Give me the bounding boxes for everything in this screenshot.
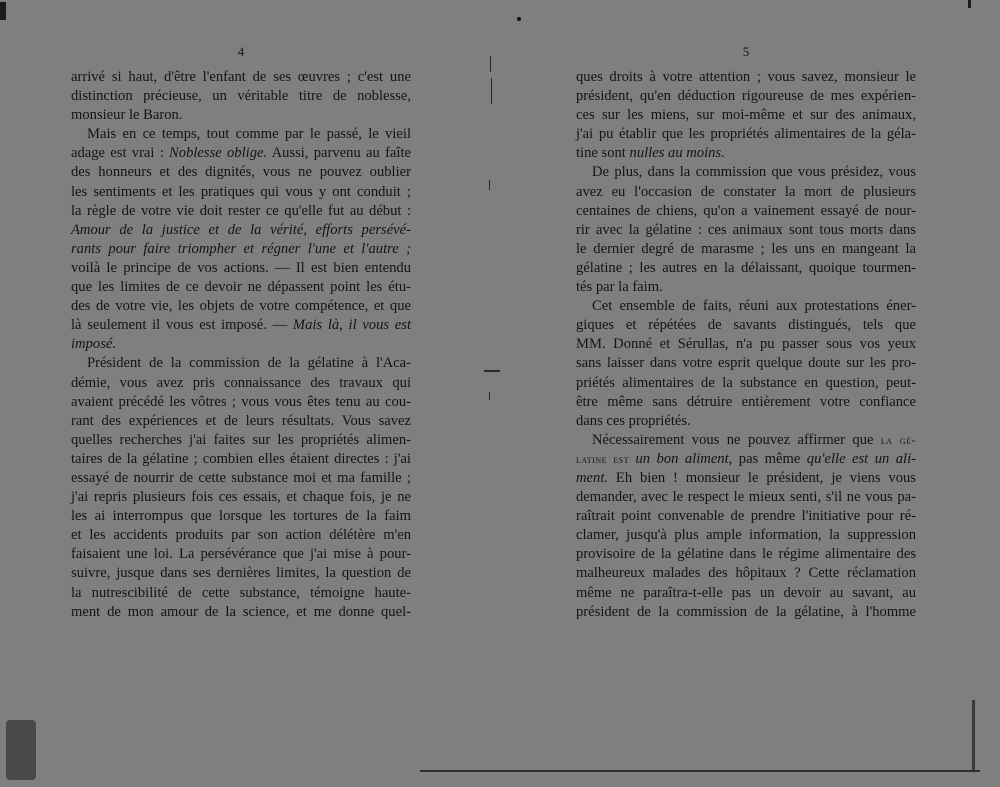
text-line: [71, 526, 411, 545]
text-run: voilà le principe de vos actions. — Il est bien entendu: [71, 259, 411, 276]
text-line: [576, 354, 916, 373]
text-run: Aussi, parvenu au faîte: [267, 145, 411, 162]
text-run: des honneurs et des dignités, vous ne pouvez oublier: [71, 164, 411, 181]
gutter-mark: [491, 78, 492, 104]
text-line: [576, 393, 916, 412]
text-line: [71, 144, 411, 163]
text-run: ques droits à votre attention ; vous savez, monsieur le: [576, 69, 916, 85]
text-line: [71, 507, 411, 526]
text-line: [71, 412, 411, 431]
text-line: [71, 603, 411, 622]
text-line: [71, 221, 411, 240]
text-run: j'ai pu établir que les propriétés alimentaires de la géla-: [576, 126, 916, 143]
text-run: rir avec la gélatine : ces animaux sont tous morts dans: [576, 221, 916, 238]
text-line: [576, 278, 916, 297]
text-line: [576, 68, 916, 87]
top-center-dot: [517, 17, 521, 21]
text-line: [71, 335, 411, 354]
text-run: les sentiments et les pratiques qui vous y ont conduit ;: [71, 183, 411, 200]
text-run: ment de mon amour de la science, et me donne quel-: [71, 603, 411, 620]
text-line: [576, 412, 916, 431]
text-line: [71, 564, 411, 583]
text-line: [71, 202, 411, 221]
text-line: [71, 68, 411, 87]
text-line: [576, 240, 916, 259]
text-run: quelles recherches j'ai faites sur les propriétés alimen-: [71, 431, 411, 448]
text-run: provisoire de la gélatine dans le régime alimentaire des: [576, 546, 916, 563]
left-page: [71, 44, 411, 622]
text-line: [71, 278, 411, 297]
text-run: rant des expériences et de leurs résultats. Vous savez: [71, 412, 411, 429]
italic-text: Amour de la justice et de la vérité, efforts persévé-: [71, 221, 411, 238]
text-run: taires de la gélatine ; combien elles étaient directes : j'ai: [71, 450, 411, 467]
text-run: arrivé si haut, d'être l'enfant de ses œuvres ; c'est une: [71, 69, 411, 85]
text-line: [71, 163, 411, 182]
text-run: distinction précieuse, un véritable titre de noblesse,: [71, 88, 411, 105]
text-run: Eh bien ! monsieur le président, je viens vous: [608, 469, 916, 486]
text-run: Cet ensemble de faits, réuni aux protestations éner-: [592, 298, 916, 315]
text-run: ces sur les miens, sur moi-même et sur des animaux,: [576, 107, 916, 124]
text-line: [576, 507, 916, 526]
text-run: des de votre vie, les objets de votre compétence, et que: [71, 298, 411, 315]
text-run: dans ces propriétés.: [576, 412, 691, 429]
text-run: demander, avec le respect le mieux senti, s'il ne vous pa-: [576, 489, 916, 506]
text-run: De plus, dans la commission que vous présidez, vous: [592, 164, 916, 181]
text-line: [576, 297, 916, 316]
text-line: [576, 545, 916, 564]
left-page-text: [71, 68, 411, 622]
gutter-mark: [484, 370, 500, 372]
text-run: avaient précédé les vôtres ; vous vous êtes tenu au cou-: [71, 393, 411, 410]
top-left-corner-mark: [0, 2, 6, 20]
text-line: [576, 106, 916, 125]
text-run: démie, vous avez pris connaissance des travaux qui: [71, 374, 411, 391]
text-run: être même sans détruire entièrement votre confiance: [576, 393, 916, 410]
text-run: le dernier degré de marasme ; les uns en mangeant la: [576, 240, 916, 257]
text-line: [71, 450, 411, 469]
text-line: [71, 106, 411, 125]
text-line: [576, 469, 916, 488]
left-page-number: 4: [237, 44, 245, 59]
text-run: priétés alimentaires de la substance en question, peut-: [576, 374, 916, 391]
text-line: [71, 545, 411, 564]
text-run: clamer, jusqu'à plus ample information, la suppression: [576, 527, 916, 544]
text-run: même ne paraîtra-t-elle pas un devoir au savant, au: [576, 584, 916, 601]
text-line: [576, 125, 916, 144]
text-run: tés par la faim.: [576, 279, 663, 296]
italic-text: ment.: [576, 469, 609, 486]
text-run: et les accidents produits par son action délétère m'en: [71, 527, 411, 544]
italic-text: Noblesse oblige.: [169, 145, 268, 162]
text-run: avez eu l'occasion de constater la mort de plusieurs: [576, 183, 916, 200]
right-bottom-edge: [972, 700, 975, 770]
text-run: président, qu'en déduction rigoureuse de mes expérien-: [576, 88, 916, 105]
text-line: [576, 450, 916, 469]
text-line: [576, 526, 916, 545]
text-line: [71, 374, 411, 393]
italic-text: imposé.: [71, 336, 116, 353]
text-run: pas même: [732, 450, 807, 467]
italic-text: Mais là, il vous est: [292, 317, 411, 334]
italic-text: nulles au moins.: [629, 145, 725, 162]
text-line: [71, 488, 411, 507]
text-line: [71, 354, 411, 373]
right-edge-shadow: [968, 0, 971, 8]
right-page-number: 5: [742, 44, 750, 59]
text-run: faisaient une loi. La persévérance que j'ai mise à pour-: [71, 546, 411, 563]
gutter-mark: [489, 180, 490, 190]
text-line: [576, 316, 916, 335]
bottom-edge-line: [420, 770, 980, 772]
text-run: sans laisser dans votre esprit quelque doute sur les pro-: [576, 355, 916, 372]
right-page-text: [576, 68, 916, 622]
text-line: [71, 125, 411, 144]
text-run: la règle de votre vie doit rester ce qu'elle fut au début :: [71, 202, 411, 219]
gutter-mark: [490, 56, 491, 72]
text-line: [71, 297, 411, 316]
italic-text: un bon aliment,: [635, 450, 733, 467]
text-run: raîtrait point convenable de prendre l'initiative pour ré-: [576, 508, 916, 525]
text-run: Nécessairement vous ne pouvez affirmer que: [592, 431, 881, 448]
small-caps-text: latine est: [576, 451, 630, 466]
gutter-mark: [489, 392, 490, 400]
text-run: Président de la commission de la gélatine à l'Aca-: [87, 355, 411, 372]
text-run: essayé de nourrir de cette substance moi et ma famille ;: [71, 469, 411, 486]
text-line: [576, 431, 916, 450]
text-run: monsieur le Baron.: [71, 107, 183, 124]
text-run: suivre, jusque dans ses dernières limites, la question de: [71, 565, 411, 582]
text-run: MM. Donné et Sérullas, n'a pu passer sous vos yeux: [576, 336, 916, 353]
text-line: [576, 564, 916, 583]
text-line: [71, 240, 411, 259]
text-line: [71, 259, 411, 278]
text-run: Mais en ce temps, tout comme par le passé, le vieil: [87, 126, 411, 143]
text-line: [576, 144, 916, 163]
text-line: [71, 87, 411, 106]
text-line: [71, 431, 411, 450]
text-line: [576, 221, 916, 240]
text-run: que les limites de ce devoir ne dépassent point les étu-: [71, 279, 411, 296]
text-run: la nutrescibilité de cette substance, témoigne haute-: [71, 584, 411, 601]
text-line: [576, 374, 916, 393]
text-run: centaines de chiens, qu'on a vainement essayé de nour-: [576, 202, 916, 219]
text-run: les ai interrompus que lorsque les tortures de la faim: [71, 508, 411, 525]
text-run: tine sont: [576, 145, 630, 162]
text-run: gélatine ; les autres en la délaissant, quoique tourmen-: [576, 259, 916, 276]
text-line: [576, 87, 916, 106]
text-line: [576, 488, 916, 507]
text-run: malheureux malades des hôpitaux ? Cette réclamation: [576, 565, 916, 582]
text-line: [576, 603, 916, 622]
text-run: président de la commission de la gélatine, à l'homme: [576, 603, 916, 620]
text-run: adage est vrai :: [71, 145, 170, 162]
text-line: [576, 202, 916, 221]
text-line: [576, 259, 916, 278]
text-line: [576, 335, 916, 354]
italic-text: qu'elle est un ali-: [806, 450, 917, 467]
bottom-left-corner-shadow: [6, 720, 36, 780]
text-line: [576, 163, 916, 182]
small-caps-text: la gé-: [880, 432, 916, 447]
right-page: [576, 44, 916, 622]
text-line: [71, 469, 411, 488]
text-run: j'ai repris plusieurs fois ces essais, et chaque fois, je ne: [71, 489, 411, 506]
text-line: [576, 584, 916, 603]
text-line: [71, 393, 411, 412]
text-run: là seulement il vous est imposé. —: [71, 317, 293, 334]
text-line: [71, 316, 411, 335]
text-line: [71, 183, 411, 202]
text-line: [576, 183, 916, 202]
text-run: giques et répétées de savants distingués, tels que: [576, 317, 916, 334]
italic-text: rants pour faire triompher et régner l'une et l'autre ;: [71, 240, 411, 257]
text-line: [71, 584, 411, 603]
